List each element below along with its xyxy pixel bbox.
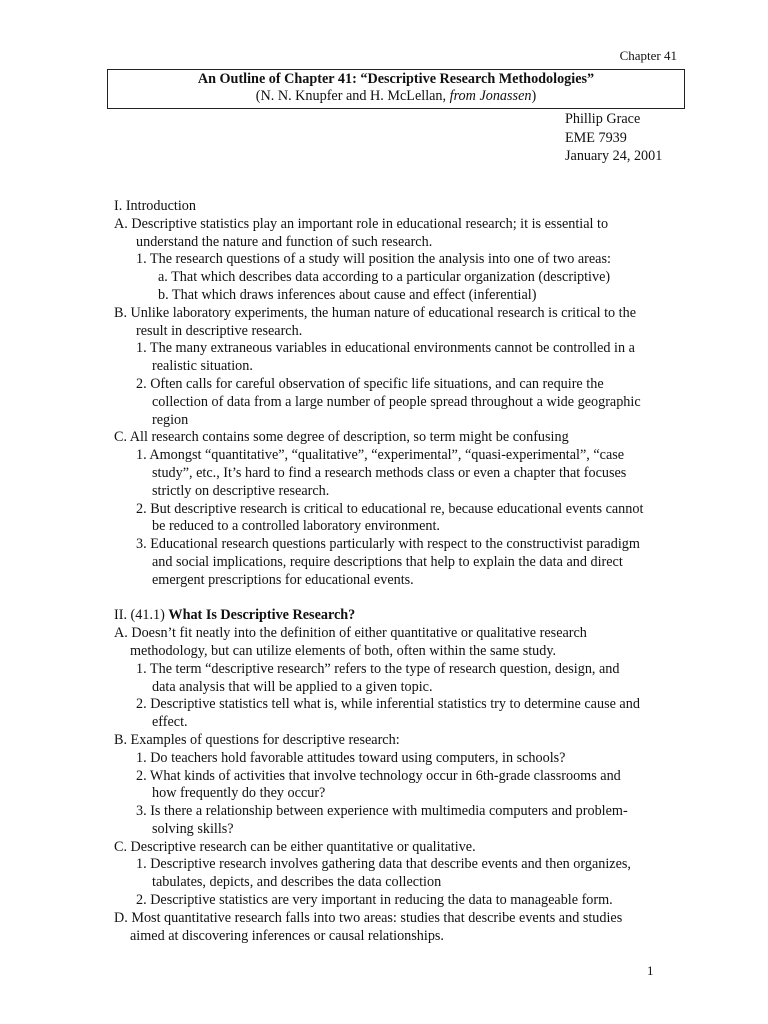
outline-text: 3. Is there a relationship between experience with multimedia computers and problem- [136,803,628,820]
outline-line [114,429,684,447]
outline-line [114,483,684,501]
outline-line [114,323,684,341]
outline-text: b. That which draws inferences about cause and effect (inferential) [158,286,537,303]
outline-line [114,501,684,519]
outline-line [114,928,684,946]
outline-line [114,269,684,287]
title-authors: (N. N. Knupfer and H. McLellan, [255,88,450,104]
course-code: EME 7939 [565,129,627,146]
outline-text: study”, etc., It’s hard to find a research methods class or even a chapter that focuses [152,464,627,481]
outline-text: B. Examples of questions for descriptive research: [114,731,400,748]
outline-line [114,874,684,892]
outline-line [114,768,684,786]
outline-text: tabulates, depicts, and describes the data collection [152,874,442,891]
outline-text: B. Unlike laboratory experiments, the human nature of educational research is critical to the [114,304,636,321]
outline-text: 2. Descriptive statistics tell what is, while inferential statistics try to determine cause and [136,696,640,713]
chapter-header: Chapter 41 [619,48,677,63]
outline-line [114,465,684,483]
outline-body [114,198,684,945]
outline-text: collection of data from a large number of people spread throughout a wide geographic [152,393,641,410]
section-gap [114,590,684,608]
outline-line [114,287,684,305]
outline-text: II. (41.1) [114,607,169,624]
outline-line [114,785,684,803]
outline-line [114,643,684,661]
outline-text: methodology, but can utilize elements of both, often within the same study. [130,642,557,659]
outline-text: 1. The term “descriptive research” refers to the type of research question, design, and [136,660,620,677]
outline-text: 3. Educational research questions particularly with respect to the constructivist paradigm [136,536,640,553]
outline-line [114,251,684,269]
outline-line [114,340,684,358]
title-box [107,69,685,109]
outline-text: effect. [152,714,188,731]
outline-line [114,892,684,910]
outline-line [114,732,684,750]
outline-line [114,661,684,679]
title-source: from Jonassen [449,88,532,104]
outline-line [114,394,684,412]
outline-line [114,714,684,732]
outline-line [114,750,684,768]
outline-line [114,910,684,928]
outline-line [114,803,684,821]
outline-text: A. Descriptive statistics play an important role in educational research; it is essential to [114,215,609,232]
outline-text: C. All research contains some degree of description, so term might be confusing [114,429,569,446]
outline-line [114,536,684,554]
outline-text: strictly on descriptive research. [152,482,330,499]
document-title: An Outline of Chapter 41: “Descriptive Research Methodologies” [197,71,595,87]
outline-text: 2. Descriptive statistics are very important in reducing the data to manageable form. [136,892,613,909]
outline-text: C. Descriptive research can be either quantitative or qualitative. [114,838,476,855]
outline-line [114,839,684,857]
outline-line [114,234,684,252]
outline-line [114,518,684,536]
outline-text: 2. But descriptive research is critical to educational re, because educational events cannot [136,500,644,517]
outline-text: result in descriptive research. [136,322,303,339]
outline-line [114,696,684,714]
outline-text: how frequently do they occur? [152,785,326,802]
outline-text: 1. Do teachers hold favorable attitudes toward using computers, in schools? [136,749,566,766]
outline-text: data analysis that will be applied to a given topic. [152,678,433,695]
page-number: 1 [647,963,654,978]
author-block [565,110,662,166]
outline-line [114,821,684,839]
document-date: January 24, 2001 [565,148,663,164]
outline-text: solving skills? [152,820,234,837]
outline-line [114,447,684,465]
outline-text: D. Most quantitative research falls into two areas: studies that describe events and studies [114,909,623,926]
outline-text: 2. What kinds of activities that involve technology occur in 6th-grade classrooms and [136,767,621,784]
outline-text: 1. Descriptive research involves gathering data that describe events and then organizes, [136,856,631,873]
outline-text: 1. Amongst “quantitative”, “qualitative”, “experimental”, “quasi-experimental”, “case [136,447,625,464]
outline-line [114,572,684,590]
outline-line [114,216,684,234]
author-name: Phillip Grace [565,111,641,127]
outline-line [114,305,684,323]
outline-text: 1. The many extraneous variables in educational environments cannot be controlled in a [136,340,635,357]
outline-line [114,198,684,216]
outline-text: A. Doesn’t fit neatly into the definition of either quantitative or qualitative research [114,625,587,642]
outline-line [114,554,684,572]
outline-text: a. That which describes data according to a particular organization (descriptive) [158,269,611,286]
outline-text: and social implications, require descriptions that help to explain the data and direct [152,553,623,570]
outline-text: I. Introduction [114,198,196,214]
outline-text: understand the nature and function of such research. [136,233,433,250]
outline-line [114,412,684,430]
outline-line [114,358,684,376]
outline-line [114,376,684,394]
outline-text: 1. The research questions of a study will position the analysis into one of two areas: [136,251,611,268]
outline-text: 2. Often calls for careful observation of specific life situations, and can require the [136,375,604,392]
outline-line [114,679,684,697]
outline-line [114,607,684,625]
outline-text: emergent prescriptions for educational events. [152,571,414,588]
outline-line [114,625,684,643]
outline-text: be reduced to a controlled laboratory environment. [152,518,440,535]
title-attribution [108,88,684,105]
outline-text: region [152,411,189,428]
outline-line [114,856,684,874]
section-heading: What Is Descriptive Research? [168,607,356,624]
outline-text: aimed at discovering inferences or causal relationships. [130,927,444,944]
outline-text: realistic situation. [152,358,253,375]
title-close: ) [531,88,537,104]
